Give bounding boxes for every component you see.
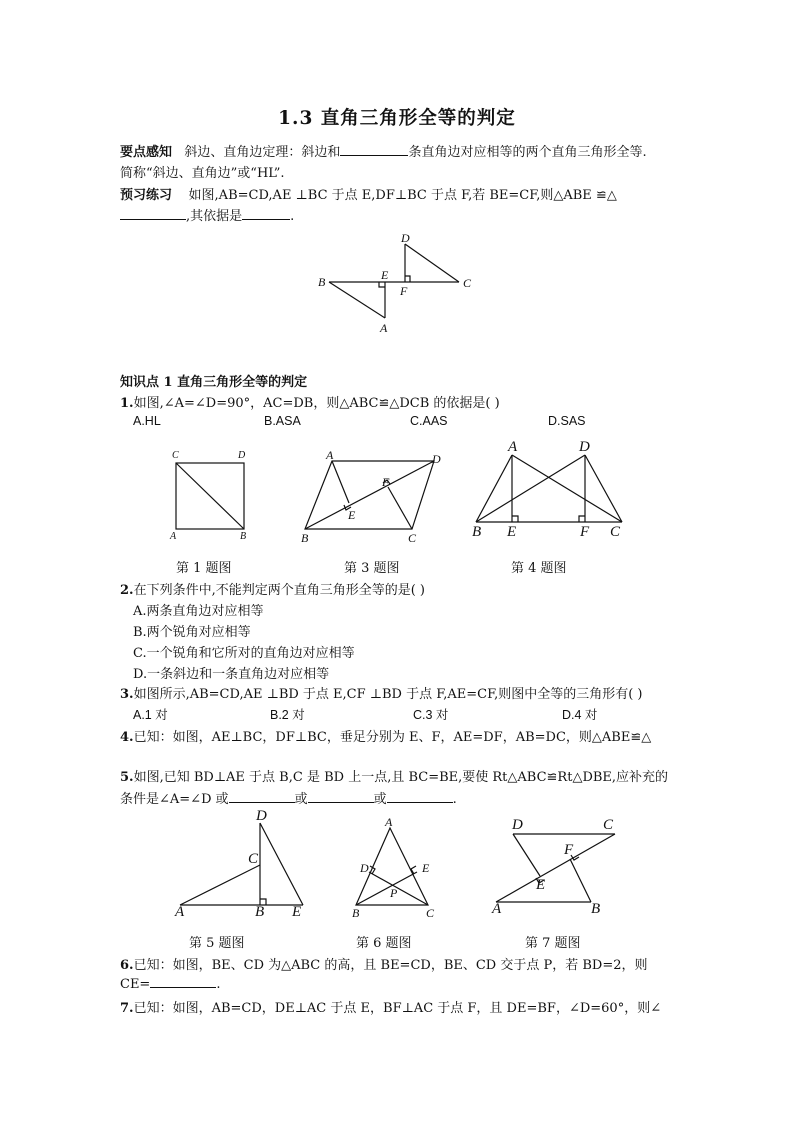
section-heading: 知识点 1 直角三角形全等的判定 — [120, 375, 308, 390]
label-A: A — [492, 901, 502, 917]
question-number: 2. — [120, 583, 134, 598]
q2-option-a[interactable]: A.两条直角边对应相等 — [133, 604, 264, 619]
key-points-text-a: 斜边、直角边定理：斜边和 — [184, 145, 341, 160]
q1-option-b[interactable]: B.ASA — [264, 414, 301, 428]
q1-option-c[interactable]: C.AAS — [410, 414, 448, 428]
preview-label: 预习练习 — [120, 188, 173, 203]
label-F: F — [580, 524, 590, 540]
label-A: A — [380, 321, 388, 335]
preview-text-b: ,其依据是 — [186, 209, 243, 224]
label-E: E — [536, 877, 546, 893]
label-A: A — [175, 904, 185, 920]
label-E: E — [381, 268, 389, 282]
q3-option-d[interactable]: D.4 对 — [562, 708, 598, 722]
label-B: B — [255, 904, 265, 920]
label-B: B — [318, 275, 326, 289]
figure-caption: 第 5 题图 — [189, 936, 245, 951]
label-B: B — [240, 531, 247, 542]
label-D: D — [238, 450, 246, 461]
key-points-label: 要点感知 — [120, 145, 173, 160]
question-text: CE= — [120, 977, 151, 992]
label-C: C — [408, 531, 417, 545]
question-text: 在下列条件中,不能判定两个直角三角形全等的是( ) — [133, 583, 425, 598]
page-title: 1.3 直角三角形全等的判定 — [278, 108, 516, 129]
label-B: B — [301, 531, 309, 545]
preview-text-c: . — [290, 209, 295, 224]
q3-option-c[interactable]: C.3 对 — [413, 708, 449, 722]
q3-option-a[interactable]: A.1 对 — [133, 708, 168, 722]
label-C: C — [463, 276, 472, 290]
question-text: 或 — [294, 792, 308, 807]
label-F: F — [382, 475, 390, 489]
q1-option-d[interactable]: D.SAS — [548, 414, 586, 428]
q2-option-b[interactable]: B.两个锐角对应相等 — [133, 625, 251, 640]
question-text: 已知：如图，BE、CD 为△ABC 的高，且 BE=CD，BE、CD 交于点 P，若 BD=2，则 — [133, 958, 648, 973]
figure-caption: 第 7 题图 — [525, 936, 581, 951]
q2-option-d[interactable]: D.一条斜边和一条直角边对应相等 — [133, 667, 330, 682]
label-D: D — [579, 439, 590, 455]
question-text: . — [216, 977, 221, 992]
question-number: 3. — [120, 687, 134, 702]
q1-option-a[interactable]: A.HL — [133, 414, 161, 428]
label-A: A — [385, 815, 393, 829]
label-D: D — [360, 861, 369, 875]
label-B: B — [352, 906, 360, 920]
question-text: 如图,已知 BD⊥AE 于点 B,C 是 BD 上一点,且 BC=BE,要使 Rt△ABC≌Rt△DBE,应补充的 — [133, 770, 669, 785]
label-D: D — [401, 231, 410, 245]
label-A: A — [326, 448, 334, 462]
label-E: E — [348, 508, 356, 522]
label-B: B — [591, 901, 601, 917]
label-F: F — [564, 842, 574, 858]
question-text: 或 — [373, 792, 387, 807]
question-number: 6. — [120, 958, 134, 973]
answer-blank[interactable] — [150, 975, 216, 988]
question-text: 已知：如图，AB=CD，DE⊥AC 于点 E，BF⊥AC 于点 F，且 DE=BF，∠D=60°，则∠ — [133, 1001, 662, 1016]
label-C: C — [248, 851, 259, 867]
label-C: C — [172, 450, 179, 461]
question-text: 已知：如图，AE⊥BC，DF⊥BC，垂足分别为 E、F，AE=DF，AB=DC，则△ABE≌△ — [133, 730, 652, 745]
question-6 — [120, 954, 648, 973]
label-D: D — [432, 452, 441, 466]
question-7 — [120, 997, 661, 1016]
label-E: E — [292, 904, 302, 920]
label-E: E — [507, 524, 517, 540]
label-B: B — [472, 524, 482, 540]
figure-caption: 第 1 题图 — [176, 561, 232, 576]
label-C: C — [603, 817, 614, 833]
key-points-line2: 简称“斜边、直角边”或“HL”. — [120, 166, 285, 181]
label-C: C — [610, 524, 621, 540]
question-number: 5. — [120, 770, 134, 785]
preview-text-a: 如图,AB=CD,AE ⊥BC 于点 E,DF⊥BC 于点 F,若 BE=CF,则△ABE ≌△ — [188, 188, 617, 203]
question-number: 4. — [120, 730, 134, 745]
label-A: A — [170, 531, 177, 542]
label-A: A — [508, 439, 518, 455]
label-F: F — [400, 284, 408, 298]
q3-option-b[interactable]: B.2 对 — [270, 708, 305, 722]
label-C: C — [426, 906, 435, 920]
key-points-text-b: 条直角边对应相等的两个直角三角形全等. — [408, 145, 647, 160]
label-D: D — [256, 808, 267, 824]
question-number: 7. — [120, 1001, 134, 1016]
figure-caption: 第 3 题图 — [344, 561, 400, 576]
question-text: 如图所示,AB=CD,AE ⊥BD 于点 E,CF ⊥BD 于点 F,AE=CF,则图中全等的三角形有( ) — [133, 687, 643, 702]
question-6-line2 — [120, 975, 220, 992]
question-number: 1. — [120, 396, 134, 411]
question-text: 条件是∠A=∠D 或 — [120, 792, 229, 807]
label-E: E — [422, 861, 430, 875]
figure-caption: 第 6 题图 — [356, 936, 412, 951]
label-D: D — [512, 817, 523, 833]
question-text: 如图,∠A=∠D=90°，AC=DB，则△ABC≌△DCB 的依据是( ) — [133, 396, 500, 411]
question-text: . — [452, 792, 457, 807]
q2-option-c[interactable]: C.一个锐角和它所对的直角边对应相等 — [133, 646, 355, 661]
label-P: P — [390, 886, 398, 900]
figure-caption: 第 4 题图 — [511, 561, 567, 576]
